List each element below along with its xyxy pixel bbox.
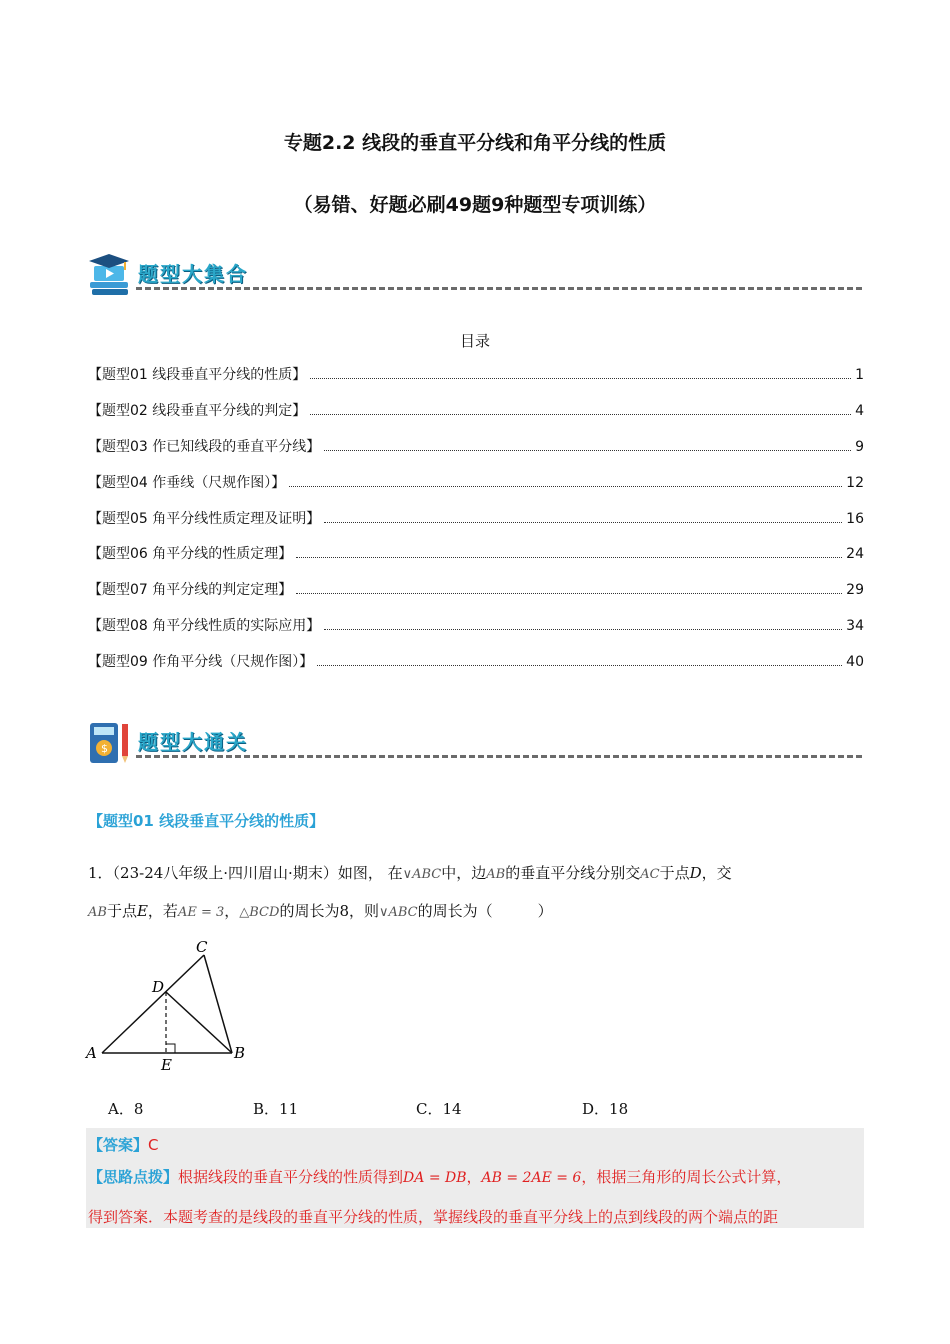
hint-label: 【思路点拨】 [88,1168,179,1186]
document-title: 专题2.2 线段的垂直平分线和角平分线的性质 [283,132,667,154]
toc-item[interactable]: 【题型02 线段垂直平分线的判定】 4 [88,402,864,419]
vertex-label-e: E [161,1056,172,1074]
section-banner-overview [86,252,862,298]
vertex-label-b: B [234,1044,246,1062]
toc-item[interactable]: 【题型05 角平分线性质定理及证明】 16 [88,510,864,527]
toc-heading: 目录 [459,332,490,350]
calculator-icon [86,720,132,766]
hint-line: 【思路点拨】根据线段的垂直平分线的性质得到DA = DB，AB = 2AE = 6，根据三角形的周长公式计算， [88,1168,792,1186]
toc-item[interactable]: 【题型04 作垂线（尺规作图）】 12 [88,474,864,491]
vertex-label-c: C [196,938,208,956]
toc-item[interactable]: 【题型09 作角平分线（尺规作图）】 40 [88,654,864,671]
choice-c[interactable]: C．14 [416,1100,462,1118]
section-heading: 【题型01 线段垂直平分线的性质】 [88,812,325,830]
answer-value: C [148,1136,159,1154]
banner-title: 题型大通关 [138,730,248,754]
toc-item[interactable]: 【题型07 角平分线的判定定理】 29 [88,582,864,599]
toc-item[interactable]: 【题型06 角平分线的性质定理】 24 [88,546,864,563]
choice-b[interactable]: B．11 [253,1100,299,1118]
question-text-line: 1．（23-24八年级上·四川眉山·期末）如图， 在∨ABC中，边AB的垂直平分线分别交AC于点D，交 [88,864,732,882]
svg-text:$: $ [101,742,108,755]
section-banner-practice [86,720,862,766]
vertex-label-d: D [152,978,165,996]
vertex-label-a: A [86,1044,97,1062]
choice-d[interactable]: D．18 [582,1100,629,1118]
answer-line [88,1134,159,1155]
banner-divider [136,755,862,758]
answer-label: 【答案】 [88,1136,149,1154]
banner-divider [136,287,862,290]
books-graduation-icon [86,252,132,298]
table-of-contents [88,364,864,687]
hint-line: 得到答案．本题考查的是线段的垂直平分线的性质，掌握线段的垂直平分线上的点到线段的两个端点的距 [88,1208,779,1226]
triangle-figure [84,938,264,1078]
choice-a[interactable]: A．8 [108,1100,144,1118]
toc-item[interactable]: 【题型01 线段垂直平分线的性质】 1 [88,367,864,383]
question-text-line: AB于点E，若AE = 3，△BCD的周长为8，则∨ABC的周长为（ ） [88,902,553,920]
document-subtitle: （易错、好题必刷49题9种题型专项训练） [293,194,657,216]
banner-title: 题型大集合 [138,262,248,286]
toc-item[interactable]: 【题型08 角平分线性质的实际应用】 34 [88,618,864,635]
toc-item[interactable]: 【题型03 作已知线段的垂直平分线】 9 [88,438,864,455]
